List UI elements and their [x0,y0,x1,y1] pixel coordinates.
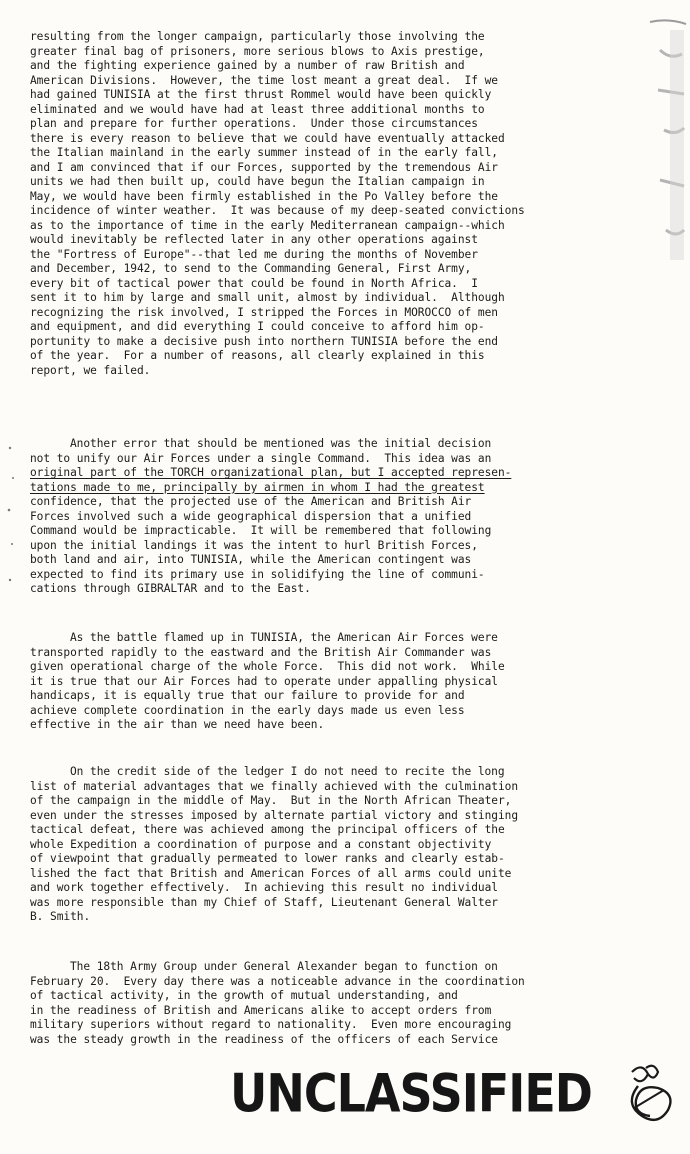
text-line: military superiors without regard to nationality. Even more encouraging [30,1018,512,1031]
text-line: and the fighting experience gained by a number of raw British and [30,59,465,72]
text-line: given operational charge of the whole Force. This did not work. While [30,660,505,673]
text-line: even under the stresses imposed by alternate partial victory and stinging [30,808,519,822]
text-line: and equipment, and did everything I could conceive to afford him op- [30,320,485,333]
text-line: of the year. For a number of reasons, all clearly explained in this [30,349,485,362]
text-line: tactical defeat, there was achieved among the principal officers of the [30,823,505,836]
text-line: resulting from the longer campaign, particularly those involving the [30,30,485,43]
paragraph-4 [30,765,620,925]
text-line: expected to find its primary use in solidifying the line of communi- [30,567,485,581]
text-line: the "Fortress of Europe"--that led me during the months of November [30,247,478,261]
text-line: The 18th Army Group under General Alexander began to function on [70,960,498,973]
text-line: As the battle flamed up in TUNISIA, the American Air Forces were [70,631,498,644]
text-line: of the campaign in the middle of May. But in the North African Theater, [30,794,512,807]
text-line: original part of the TORCH organizational plan, but I accepted represen- [30,466,512,479]
text-line: units we had then built up, could have begun the Italian campaign in [30,175,485,188]
text-line: plan and prepare for further operations. Under those circumstances [30,117,478,130]
text-line: sent it to him by large and small unit, almost by individual. Although [30,291,505,304]
text-line: achieve complete coordination in the early days made us even less [30,703,465,717]
text-line: would inevitably be reflected later in any other operations against [30,233,478,246]
text-line: transported rapidly to the eastward and the British Air Commander was [30,645,492,659]
text-line: February 20. Every day there was a noticeable advance in the coordination [30,974,525,988]
text-line: of viewpoint that gradually permeated to lower ranks and clearly estab- [30,852,505,865]
text-line: was the steady growth in the readiness of the officers of each Service [30,1032,498,1046]
paragraph-2 [30,437,620,597]
text-line: handicaps, it is equally true that our failure to provide for and [30,689,465,702]
text-line: both land and air, into TUNISIA, while the American contingent was [30,553,472,566]
unclassified-stamp: UNCLASSIFIED [230,1062,592,1125]
text-line: list of material advantages that we finally achieved with the culmination [30,779,519,793]
text-line: not to unify our Air Forces under a single Command. This idea was an [30,451,492,465]
text-line: On the credit side of the ledger I do not need to recite the long [70,765,505,778]
text-line: whole Expedition a coordination of purpose and a constant objectivity [30,837,492,851]
text-line: recognizing the risk involved, I stripped the Forces in MOROCCO of men [30,305,498,319]
text-line: it is true that our Air Forces had to operate under appalling physical [30,674,498,688]
paragraph-3 [30,631,620,733]
margin-dots [4,440,22,590]
text-line: Forces involved such a wide geographical dispersion that a unified [30,509,472,523]
paragraph-1 [30,30,620,378]
text-line: and I am convinced that if our Forces, supported by the tremendous Air [30,160,498,174]
text-line: every bit of tactical power that could be found in North Africa. I [30,276,478,290]
text-line: and work together effectively. In achieving this result no individual [30,881,498,894]
text-line: incidence of winter weather. It was because of my deep-seated convictions [30,204,525,217]
text-line: of tactical activity, in the growth of mutual understanding, and [30,989,458,1002]
text-line: tations made to me, principally by airmen in whom I had the greatest [30,480,485,494]
text-line: American Divisions. However, the time lost meant a great deal. If we [30,73,498,87]
text-line: was more responsible than my Chief of Staff, Lieutenant General Walter [30,895,498,909]
text-line: confidence, that the projected use of the American and British Air [30,495,472,508]
text-line: and December, 1942, to send to the Commanding General, First Army, [30,262,472,275]
text-line: eliminated and we would have had at least three additional months to [30,102,485,116]
text-line: portunity to make a decisive push into northern TUNISIA before the end [30,334,498,348]
text-line: B. Smith. [30,910,91,923]
text-line: greater final bag of prisoners, more serious blows to Axis prestige, [30,44,485,58]
text-line: there is every reason to believe that we could have eventually attacked [30,131,505,145]
text-line: report, we failed. [30,363,151,377]
text-line: had gained TUNISIA at the first thrust Rommel would have been quickly [30,88,492,101]
text-line: May, we would have been firmly established in the Po Valley before the [30,189,498,203]
text-line: the Italian mainland in the early summer instead of in the early fall, [30,146,498,159]
handwritten-initials [618,1058,676,1128]
paragraph-5 [30,960,620,1047]
text-line: as to the importance of time in the early Mediterranean campaign--which [30,218,505,232]
text-line: in the readiness of British and Americans alike to accept orders from [30,1003,492,1017]
text-line: lished the fact that British and American Forces of all arms could unite [30,866,512,880]
text-line: upon the initial landings it was the intent to hurl British Forces, [30,538,478,552]
text-line: Command would be impracticable. It will be remembered that following [30,524,492,537]
text-line: effective in the air than we need have been. [30,718,325,731]
text-line: cations through GIBRALTAR and to the East. [30,582,311,595]
margin-annotation-mark [630,10,690,310]
text-line: Another error that should be mentioned was the initial decision [70,437,492,450]
